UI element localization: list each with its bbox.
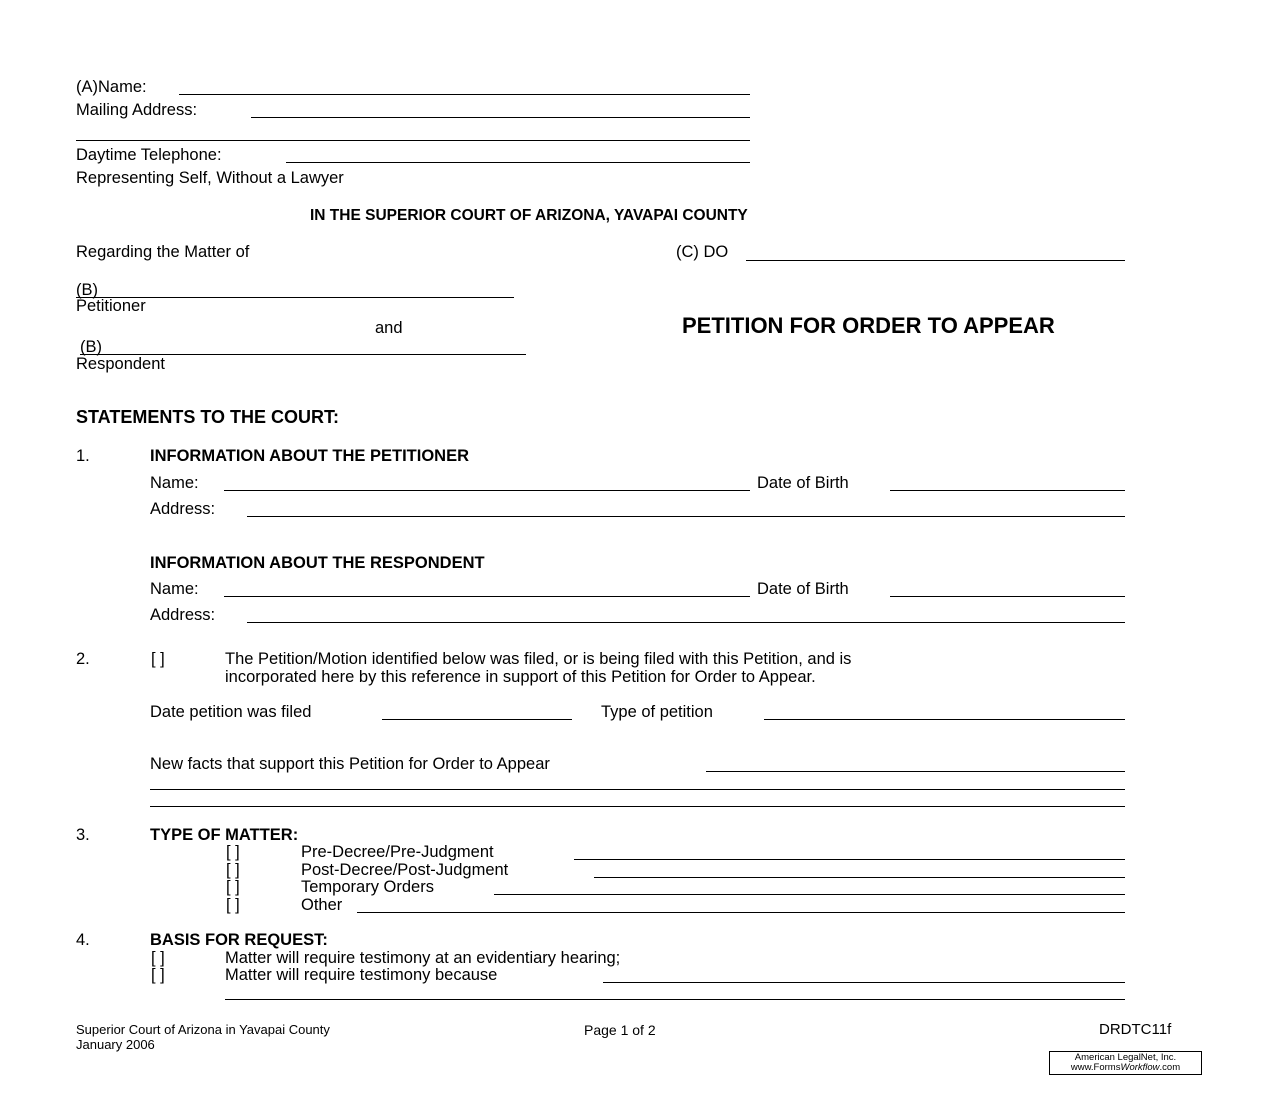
vendor-url-b: Workflow: [1120, 1061, 1160, 1073]
respondent-marker: (B): [80, 338, 102, 356]
evidentiary-hearing-checkbox[interactable]: [ ]: [151, 949, 165, 967]
post-decree-checkbox[interactable]: [ ]: [226, 861, 240, 879]
pre-decree-field[interactable]: [574, 859, 1125, 860]
petitioner-info-name-field[interactable]: [224, 490, 750, 491]
page-number: Page 1 of 2: [584, 1022, 656, 1038]
testimony-because-label: Matter will require testimony because: [225, 966, 498, 984]
testimony-because-field[interactable]: [603, 982, 1125, 983]
vendor-badge: [1049, 1051, 1202, 1075]
and-text: and: [375, 319, 403, 337]
representing-text: Representing Self, Without a Lawyer: [76, 169, 344, 187]
petitioner-dob-field[interactable]: [890, 490, 1125, 491]
name-label: (A)Name:: [76, 78, 147, 96]
respondent-info-heading: INFORMATION ABOUT THE RESPONDENT: [150, 554, 485, 572]
basis-for-request-heading: BASIS FOR REQUEST:: [150, 931, 328, 949]
section3-number: 3.: [76, 826, 90, 844]
petitioner-label: Petitioner: [76, 297, 146, 315]
testimony-because-field-line2[interactable]: [225, 999, 1125, 1000]
temporary-orders-checkbox[interactable]: [ ]: [226, 878, 240, 896]
case-number-label: (C) DO: [676, 243, 729, 261]
respondent-dob-label: Date of Birth: [757, 580, 849, 598]
new-facts-field-line2[interactable]: [150, 789, 1125, 790]
respondent-address-label: Address:: [150, 606, 216, 624]
other-field[interactable]: [357, 912, 1125, 913]
petitioner-dob-label: Date of Birth: [757, 474, 849, 492]
type-of-matter-heading: TYPE OF MATTER:: [150, 826, 299, 844]
footer-court: Superior Court of Arizona in Yavapai County: [76, 1022, 330, 1037]
respondent-info-name-field[interactable]: [224, 596, 750, 597]
document-title: PETITION FOR ORDER TO APPEAR: [682, 313, 1055, 338]
petitioner-address-label: Address:: [150, 500, 216, 518]
name-field[interactable]: [179, 94, 750, 95]
petitioner-address-field[interactable]: [247, 516, 1125, 517]
vendor-line2: [1054, 1063, 1197, 1073]
section4-number: 4.: [76, 931, 90, 949]
respondent-address-field[interactable]: [247, 622, 1125, 623]
other-label: Other: [301, 896, 343, 914]
respondent-name-label: Name:: [150, 580, 199, 598]
statements-heading: STATEMENTS TO THE COURT:: [76, 407, 339, 427]
testimony-because-checkbox[interactable]: [ ]: [151, 966, 165, 984]
respondent-dob-field[interactable]: [890, 596, 1125, 597]
pre-decree-checkbox[interactable]: [ ]: [226, 843, 240, 861]
section2-text-line2: incorporated here by this reference in support of this Petition for Order to Appear.: [225, 668, 816, 686]
matter-of-label: Regarding the Matter of: [76, 243, 250, 261]
respondent-label: Respondent: [76, 355, 165, 373]
petition-type-field[interactable]: [764, 719, 1125, 720]
phone-label: Daytime Telephone:: [76, 146, 222, 164]
vendor-line1: American LegalNet, Inc.: [1074, 1052, 1177, 1063]
temporary-orders-field[interactable]: [494, 894, 1125, 895]
vendor-url-c: .com: [1159, 1061, 1181, 1073]
phone-field[interactable]: [286, 162, 750, 163]
court-title: IN THE SUPERIOR COURT OF ARIZONA, YAVAPAI COUNTY: [310, 207, 748, 224]
vendor-url-a: www.Forms: [1070, 1061, 1121, 1073]
new-facts-label: New facts that support this Petition for Order to Appear: [150, 755, 550, 773]
date-filed-field[interactable]: [382, 719, 572, 720]
evidentiary-hearing-label: Matter will require testimony at an evidentiary hearing;: [225, 949, 621, 967]
petitioner-marker: (B): [76, 281, 98, 299]
footer-date: January 2006: [76, 1037, 155, 1052]
new-facts-field-line3[interactable]: [150, 806, 1125, 807]
temporary-orders-label: Temporary Orders: [301, 878, 434, 896]
pre-decree-label: Pre-Decree/Pre-Judgment: [301, 843, 494, 861]
form-code: DRDTC11f: [1099, 1021, 1172, 1038]
petition-type-label: Type of petition: [601, 703, 713, 721]
section2-text-line1: The Petition/Motion identified below was filed, or is being filed with this Petition, and is: [225, 650, 852, 668]
petitioner-info-heading: INFORMATION ABOUT THE PETITIONER: [150, 447, 469, 465]
post-decree-field[interactable]: [594, 877, 1125, 878]
case-number-field[interactable]: [746, 260, 1125, 261]
post-decree-label: Post-Decree/Post-Judgment: [301, 861, 509, 879]
date-filed-label: Date petition was filed: [150, 703, 312, 721]
section2-number: 2.: [76, 650, 90, 668]
mailing-address-field[interactable]: [251, 117, 750, 118]
petitioner-name-label: Name:: [150, 474, 199, 492]
new-facts-field[interactable]: [706, 771, 1125, 772]
mailing-address-field-line2[interactable]: [76, 140, 750, 141]
section2-checkbox[interactable]: [ ]: [151, 650, 165, 668]
mailing-address-label: Mailing Address:: [76, 101, 198, 119]
other-checkbox[interactable]: [ ]: [226, 896, 240, 914]
section1-number: 1.: [76, 447, 90, 465]
